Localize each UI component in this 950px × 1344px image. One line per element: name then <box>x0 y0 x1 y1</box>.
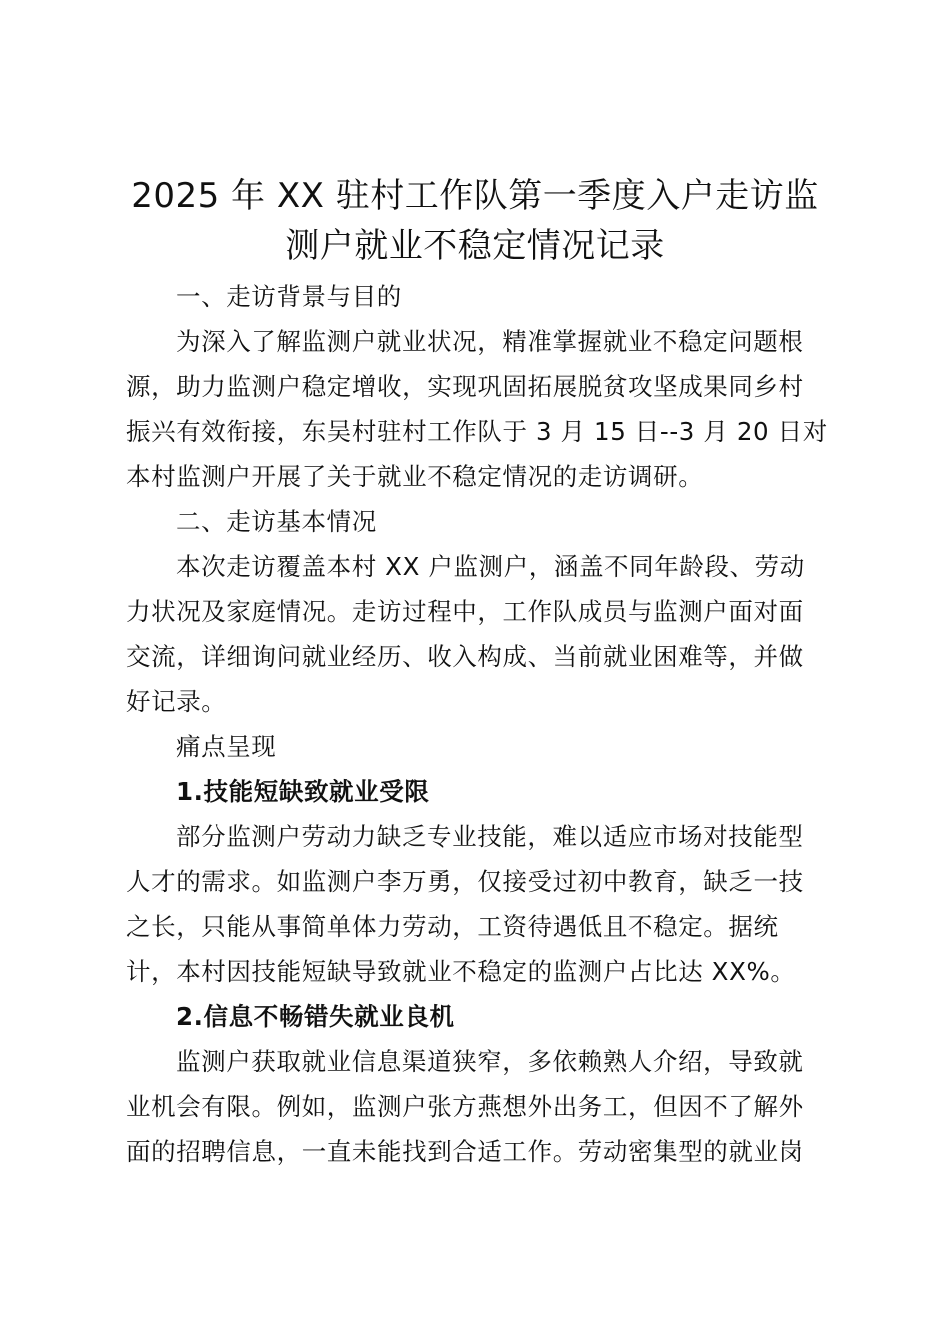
paragraph-line: 面的招聘信息，一直未能找到合适工作。劳动密集型的就业岗 <box>126 1137 804 1166</box>
section-heading-pain-points: 痛点呈现 <box>176 732 277 761</box>
paragraph-line: 振兴有效衔接，东吴村驻村工作队于 3 月 15 日--3 月 20 日对 <box>126 417 828 446</box>
paragraph-line: 监测户获取就业信息渠道狭窄，多依赖熟人介绍，导致就 <box>176 1047 804 1076</box>
paragraph-line: 部分监测户劳动力缺乏专业技能，难以适应市场对技能型 <box>176 822 804 851</box>
paragraph-line: 力状况及家庭情况。走访过程中，工作队成员与监测户面对面 <box>126 597 804 626</box>
paragraph-line: 源，助力监测户稳定增收，实现巩固拓展脱贫攻坚成果同乡村 <box>126 372 804 401</box>
paragraph-line: 交流，详细询问就业经历、收入构成、当前就业困难等，并做 <box>126 642 804 671</box>
paragraph-line: 为深入了解监测户就业状况，精准掌握就业不稳定问题根 <box>176 327 804 356</box>
paragraph-line: 本村监测户开展了关于就业不稳定情况的走访调研。 <box>126 462 704 491</box>
paragraph-line: 好记录。 <box>126 687 227 716</box>
section-heading-background: 一、走访背景与目的 <box>176 282 402 311</box>
paragraph-line: 人才的需求。如监测户李万勇，仅接受过初中教育，缺乏一技 <box>126 867 804 896</box>
section-heading-basic-situation: 二、走访基本情况 <box>176 507 377 536</box>
document-title-line-2: 测户就业不稳定情况记录 <box>285 226 665 266</box>
paragraph-line: 本次走访覆盖本村 XX 户监测户，涵盖不同年龄段、劳动 <box>176 552 805 581</box>
paragraph-line: 业机会有限。例如，监测户张方燕想外出务工，但因不了解外 <box>126 1092 804 1121</box>
subheading-information-gap: 2.信息不畅错失就业良机 <box>176 1002 455 1031</box>
paragraph-line: 计，本村因技能短缺导致就业不稳定的监测户占比达 XX%。 <box>126 957 796 986</box>
document-title-line-1: 2025 年 XX 驻村工作队第一季度入户走访监 <box>131 176 819 216</box>
subheading-skills-shortage: 1.技能短缺致就业受限 <box>176 777 430 806</box>
paragraph-line: 之长，只能从事简单体力劳动，工资待遇低且不稳定。据统 <box>126 912 779 941</box>
